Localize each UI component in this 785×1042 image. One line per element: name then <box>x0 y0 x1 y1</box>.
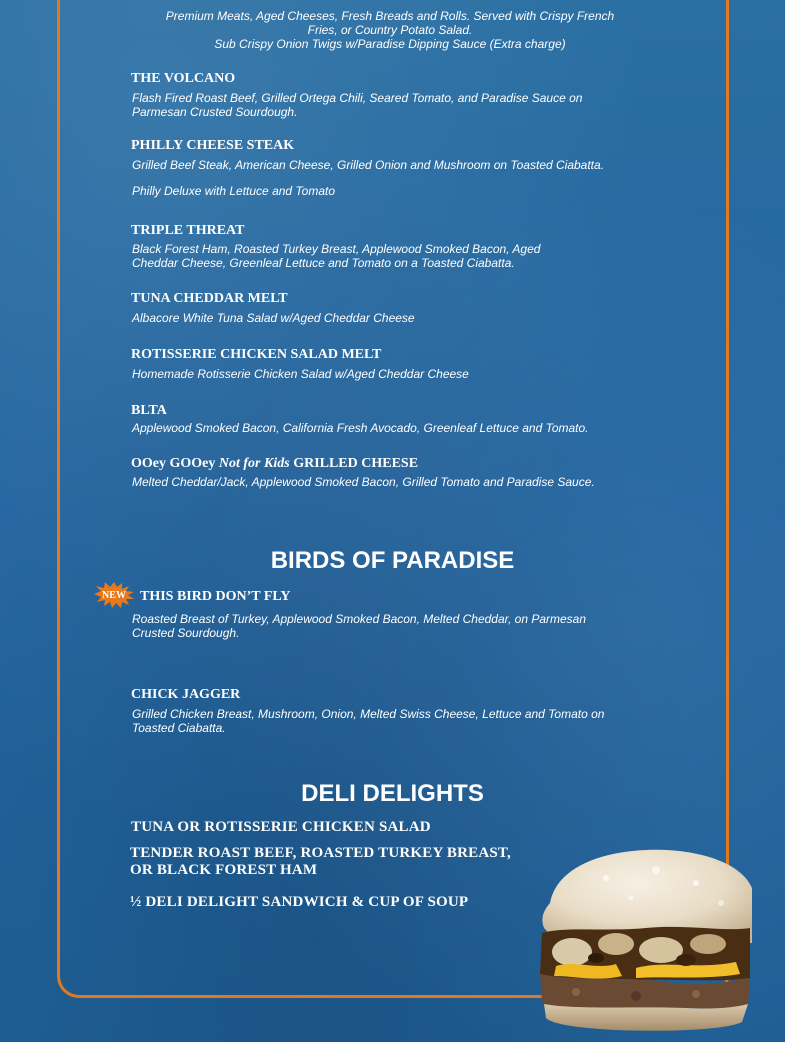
item-desc-philly: Grilled Beef Steak, American Cheese, Grilled Onion and Mushroom on Toasted Ciabatta. <box>132 158 605 172</box>
new-badge-label: NEW <box>102 589 126 601</box>
item-name-triple-threat: TRIPLE THREAT <box>131 223 245 238</box>
name-part: GRILLED CHEESE <box>289 456 419 471</box>
intro-text <box>130 9 650 51</box>
item-desc-chick-jagger <box>132 707 604 735</box>
desc-line: Black Forest Ham, Roasted Turkey Breast, Applewood Smoked Bacon, Aged <box>132 242 541 256</box>
name-part: OOey GOOey <box>131 456 219 471</box>
item-desc-triple-threat <box>132 242 540 270</box>
intro-line: Premium Meats, Aged Cheeses, Fresh Breads and Rolls. Served with Crispy French <box>165 9 615 23</box>
intro-line: Fries, or Country Potato Salad. <box>307 23 473 37</box>
item-desc-philly-deluxe: Philly Deluxe with Lettuce and Tomato <box>132 184 336 198</box>
item-desc-this-bird-dont-fly <box>132 612 586 640</box>
deli-item-salad: TUNA OR ROTISSERIE CHICKEN SALAD <box>131 819 431 835</box>
item-desc-blta: Applewood Smoked Bacon, California Fresh Avocado, Greenleaf Lettuce and Tomato. <box>132 421 589 435</box>
item-name-tuna-melt: TUNA CHEDDAR MELT <box>131 291 288 306</box>
deli-item-half-sandwich-soup: ½ DELI DELIGHT SANDWICH & CUP OF SOUP <box>130 894 469 910</box>
desc-line: Toasted Ciabatta. <box>132 721 226 735</box>
intro-line: Sub Crispy Onion Twigs w/Paradise Dipping Sauce (Extra charge) <box>214 37 566 51</box>
desc-line: Grilled Chicken Breast, Mushroom, Onion, Melted Swiss Cheese, Lettuce and Tomato on <box>132 707 605 721</box>
name-emphasis: Not for Kids <box>218 456 290 471</box>
item-name-philly: PHILLY CHEESE STEAK <box>131 138 295 153</box>
deli-line: OR BLACK FOREST HAM <box>130 862 318 878</box>
deli-line: TENDER ROAST BEEF, ROASTED TURKEY BREAST, <box>130 845 511 861</box>
desc-line: Crusted Sourdough. <box>132 626 240 640</box>
sandwich-photo <box>536 848 754 1032</box>
item-name-volcano: THE VOLCANO <box>131 71 236 86</box>
deli-item-meats <box>130 845 511 879</box>
new-badge <box>94 582 134 608</box>
item-desc-volcano <box>132 91 582 119</box>
item-name-chicken-salad-melt: ROTISSERIE CHICKEN SALAD MELT <box>131 347 382 362</box>
item-desc-tuna-melt: Albacore White Tuna Salad w/Aged Cheddar Cheese <box>132 311 415 325</box>
item-name-blta: BLTA <box>131 403 167 418</box>
item-desc-grilled-cheese: Melted Cheddar/Jack, Applewood Smoked Bacon, Grilled Tomato and Paradise Sauce. <box>132 475 595 489</box>
desc-line: Cheddar Cheese, Greenleaf Lettuce and Tomato on a Toasted Ciabatta. <box>132 256 515 270</box>
desc-line: Roasted Breast of Turkey, Applewood Smoked Bacon, Melted Cheddar, on Parmesan <box>132 612 587 626</box>
item-name-grilled-cheese <box>131 456 418 472</box>
sandwich-image <box>536 848 754 1032</box>
item-name-chick-jagger: CHICK JAGGER <box>131 687 241 702</box>
section-title-birds: BIRDS OF PARADISE <box>270 547 515 574</box>
item-name-this-bird-dont-fly: THIS BIRD DON’T FLY <box>140 589 291 604</box>
item-desc-chicken-salad-melt: Homemade Rotisserie Chicken Salad w/Aged Cheddar Cheese <box>132 367 469 381</box>
desc-line: Flash Fired Roast Beef, Grilled Ortega Chili, Seared Tomato, and Paradise Sauce on <box>132 91 583 105</box>
desc-line: Parmesan Crusted Sourdough. <box>132 105 298 119</box>
section-title-deli: DELI DELIGHTS <box>301 780 484 807</box>
